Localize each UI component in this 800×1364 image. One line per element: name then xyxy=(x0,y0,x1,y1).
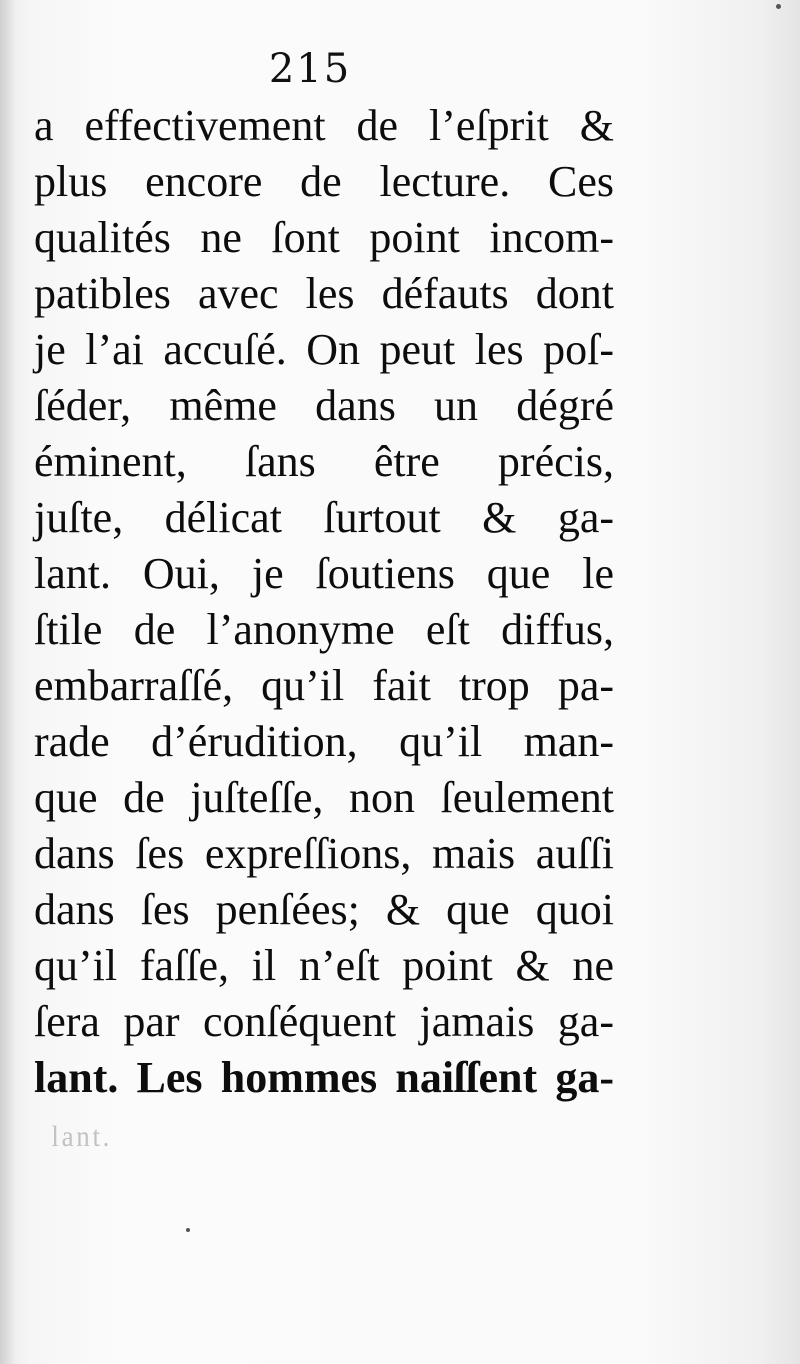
ink-speck xyxy=(186,1228,190,1232)
text-line: éminent, ſans être précis, xyxy=(34,437,614,486)
text-line: dans ſes expreſſions, mais auſſi xyxy=(34,829,614,878)
text-line: dans ſes penſées; & que quoi xyxy=(34,885,614,934)
text-line: embarraſſé, qu’il fait trop pa- xyxy=(34,661,614,710)
text-line: lant. Oui, je ſoutiens que le xyxy=(34,549,614,598)
text-line: patibles avec les défauts dont xyxy=(34,269,614,318)
ink-speck xyxy=(776,4,781,9)
text-line: lant. Les hommes naiſſent ga- xyxy=(34,1053,614,1102)
text-line: rade d’érudition, qu’il man- xyxy=(34,717,614,766)
text-line: a effectivement de l’eſprit & xyxy=(34,101,614,150)
text-line: que de juſteſſe, non ſeulement xyxy=(34,773,614,822)
text-line: ſéder, même dans un dégré xyxy=(34,381,614,430)
text-line: ſera par conſéquent jamais ga- xyxy=(34,997,614,1046)
show-through-text: lant. xyxy=(51,1120,113,1153)
page-body-text xyxy=(34,98,614,1106)
text-line: qu’il faſſe, il n’eſt point & ne xyxy=(34,941,614,990)
text-line: plus encore de lecture. Ces xyxy=(34,157,614,206)
text-line: qualités ne ſont point incom- xyxy=(34,213,614,262)
page-gutter-shadow xyxy=(0,0,14,1364)
text-line: ſtile de l’anonyme eſt diffus, xyxy=(34,605,614,654)
text-line: juſte, délicat ſurtout & ga- xyxy=(34,493,614,542)
text-line: je l’ai accuſé. On peut les poſ- xyxy=(34,325,614,374)
page-number: 215 xyxy=(268,46,352,92)
